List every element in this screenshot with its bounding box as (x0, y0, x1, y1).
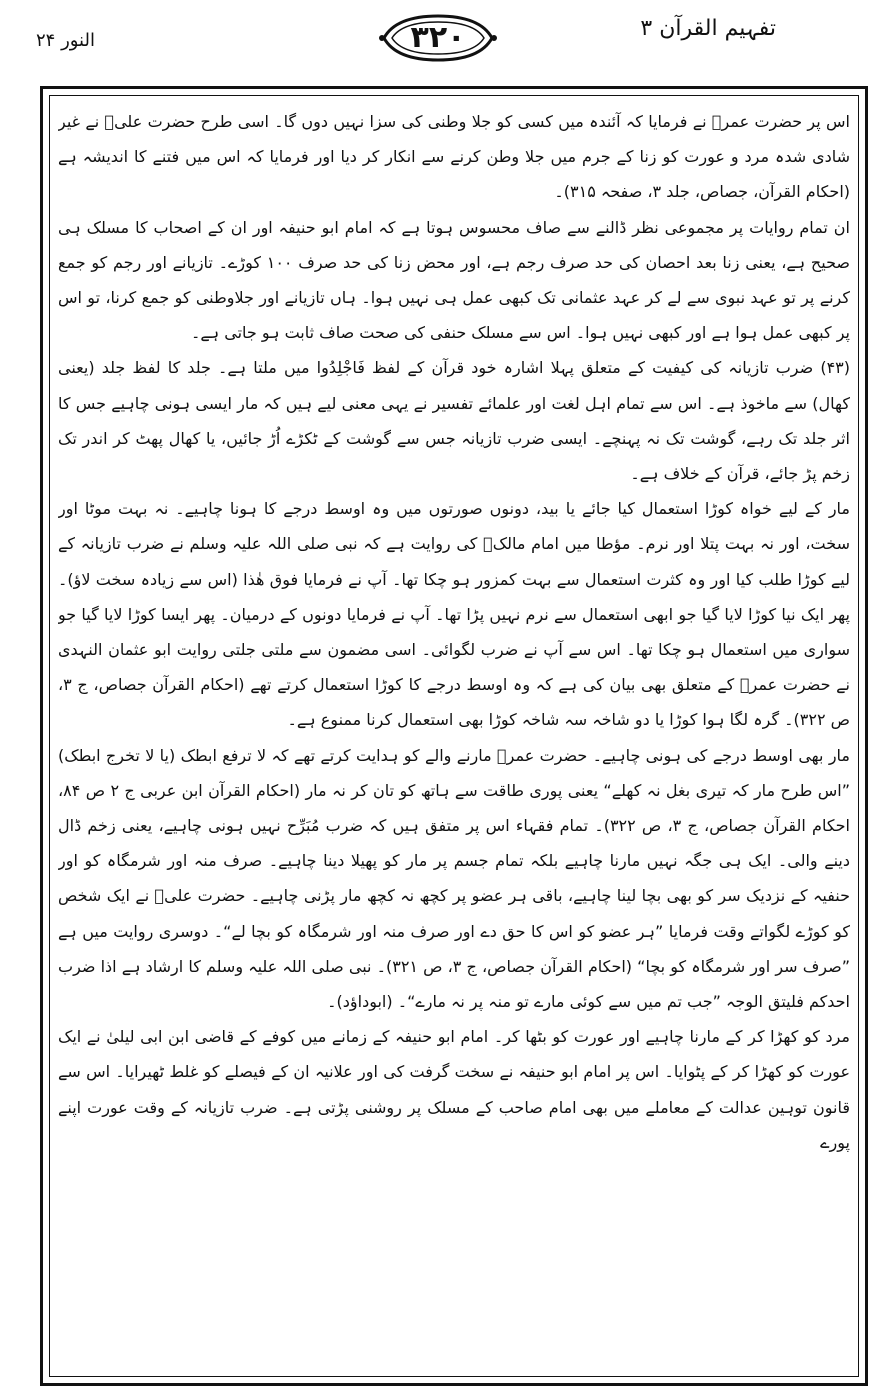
paragraph: ان تمام روایات پر مجموعی نظر ڈالنے سے صاف محسوس ہوتا ہے کہ امام ابو حنیفہ اور ان کے اصحاب کا مسلک ہی صحیح ہے، یعنی زنا بعد احصان کی حد صرف رجم ہے، اور محض زنا کی حد صرف ۱۰۰ کوڑے۔ تازیانے اور رجم کو جمع کرنے پر تو عہد نبوی سے لے کر عہد عثمانی تک کبھی عمل ہی نہیں ہوا۔ ہاں تازیانے اور جلاوطنی کو جمع کرنا، تو اس پر کبھی عمل ہوا ہے اور کبھی نہیں ہوا۔ اس سے مسلک حنفی کی صحت صاف ثابت ہو جاتی ہے۔ (58, 217, 850, 343)
paragraph: اس پر حضرت عمرؓ نے فرمایا کہ آئندہ میں کسی کو جلا وطنی کی سزا نہیں دوں گا۔ اسی طرح حضرت علیؓ نے غیر شادی شدہ مرد و عورت کو زنا کے جرم میں جلا وطن کرنے سے انکار کر دیا اور فرمایا کہ اس میں فتنے کا اندیشہ ہے (احکام القرآن، جصاص، جلد ۳، صفحہ ۳۱۵)۔ (58, 112, 850, 202)
page-number-badge (378, 10, 498, 66)
paragraph: مرد کو کھڑا کر کے مارنا چاہیے اور عورت کو بٹھا کر۔ امام ابو حنیفہ کے زمانے میں کوفے کے قاضی ابن ابی لیلیٰ نے ایک عورت کو کھڑا کر کے پٹوایا۔ اس پر امام ابو حنیفہ نے سخت گرفت کی اور علانیہ ان کے فیصلے کو غلط ٹھیرایا۔ اس سے قانون توہین عدالت کے معاملے میں بھی امام صاحب کے مسلک پر روشنی پڑتی ہے۔ ضرب تازیانہ کے وقت عورت اپنے پورے (58, 1027, 850, 1152)
body-text (58, 104, 850, 1376)
paragraph: مار بھی اوسط درجے کی ہونی چاہیے۔ حضرت عمرؓ مارنے والے کو ہدایت کرتے تھے کہ لا ترفع ابطک (یا لا تخرج ابطک) ”اس طرح مار کہ تیری بغل نہ کھلے“ یعنی پوری طاقت سے ہاتھ کو تان کر نہ مار (احکام القرآن ابن عربی ج ۲ ص ۸۴، احکام القرآن جصاص، ج ۳، ص ۳۲۲)۔ تمام فقہاء اس پر متفق ہیں کہ ضرب مُبَرِّح نہیں ہونی چاہیے، یعنی زخم ڈال دینے والی۔ ایک ہی جگہ نہیں مارنا چاہیے بلکہ تمام جسم پر مار کو پھیلا دینا چاہیے۔ صرف منہ اور شرمگاہ کو اور حنفیہ کے نزدیک سر کو بھی بچا لینا چاہیے، باقی ہر عضو پر کچھ نہ کچھ مار پڑنی چاہیے۔ حضرت علیؓ نے ایک شخص کو کوڑے لگواتے وقت فرمایا ”ہر عضو کو اس کا حق دے اور صرف منہ اور شرمگاہ کو بچا لے“۔ دوسری روایت میں ہے ”صرف سر اور شرمگاہ کو بچا“ (احکام القرآن جصاص، ج ۳، ص ۳۲۱)۔ نبی صلی اللہ علیہ وسلم کا ارشاد ہے اذا ضرب احدکم فلیتق الوجہ ”جب تم میں سے کوئی مارے تو منہ پر نہ مارے“۔ (ابوداؤد)۔ (58, 745, 850, 1012)
page-header (0, 0, 896, 86)
page-number: ۳۲۰ (410, 20, 466, 55)
running-title: تفہیم القرآن ۳ (640, 16, 776, 41)
paragraph: مار کے لیے خواہ کوڑا استعمال کیا جائے یا بید، دونوں صورتوں میں وہ اوسط درجے کا ہونا چاہیے۔ نہ بہت موٹا اور سخت، اور نہ بہت پتلا اور نرم۔ مؤطا میں امام مالکؒ کی روایت ہے کہ نبی صلی اللہ علیہ وسلم نے ضرب تازیانہ کے لیے کوڑا طلب کیا اور وہ کثرت استعمال سے بہت کمزور ہو چکا تھا۔ آپ نے فرمایا فوق ھٰذا (اس سے زیادہ سخت لاؤ)۔ پھر ایک نیا کوڑا لایا گیا جو ابھی استعمال سے نرم نہیں پڑا تھا۔ آپ نے فرمایا دونوں کے درمیان۔ پھر ایسا کوڑا لایا گیا جو سواری میں استعمال ہو چکا تھا۔ اس سے آپ نے ضرب لگوائی۔ اسی مضمون سے ملتی جلتی روایت ابو عثمان النہدی نے حضرت عمرؓ کے متعلق بھی بیان کی ہے کہ وہ اوسط درجے کا کوڑا استعمال کرتے تھے (احکام القرآن جصاص، ج ۳، ص ۳۲۲)۔ گرہ لگا ہوا کوڑا یا دو شاخہ سہ شاخہ کوڑا بھی استعمال کرنا ممنوع ہے۔ (58, 499, 850, 730)
surah-reference: النور ۲۴ (36, 30, 95, 51)
paragraph: (۴۳) ضرب تازیانہ کی کیفیت کے متعلق پہلا اشارہ خود قرآن کے لفظ فَاجْلِدُوا میں ملتا ہے۔ جلد کا لفظ جلد (یعنی کھال) سے ماخوذ ہے۔ اس سے تمام اہل لغت اور علمائے تفسیر نے یہی معنی لیے ہیں کہ مار ایسی ہونی چاہیے جس کا اثر جلد تک رہے، گوشت تک نہ پہنچے۔ ایسی ضرب تازیانہ جس سے گوشت کے ٹکڑے اُڑ جائیں، یا کھال پھٹ کر اندر تک زخم پڑ جائے، قرآن کے خلاف ہے۔ (58, 358, 850, 484)
